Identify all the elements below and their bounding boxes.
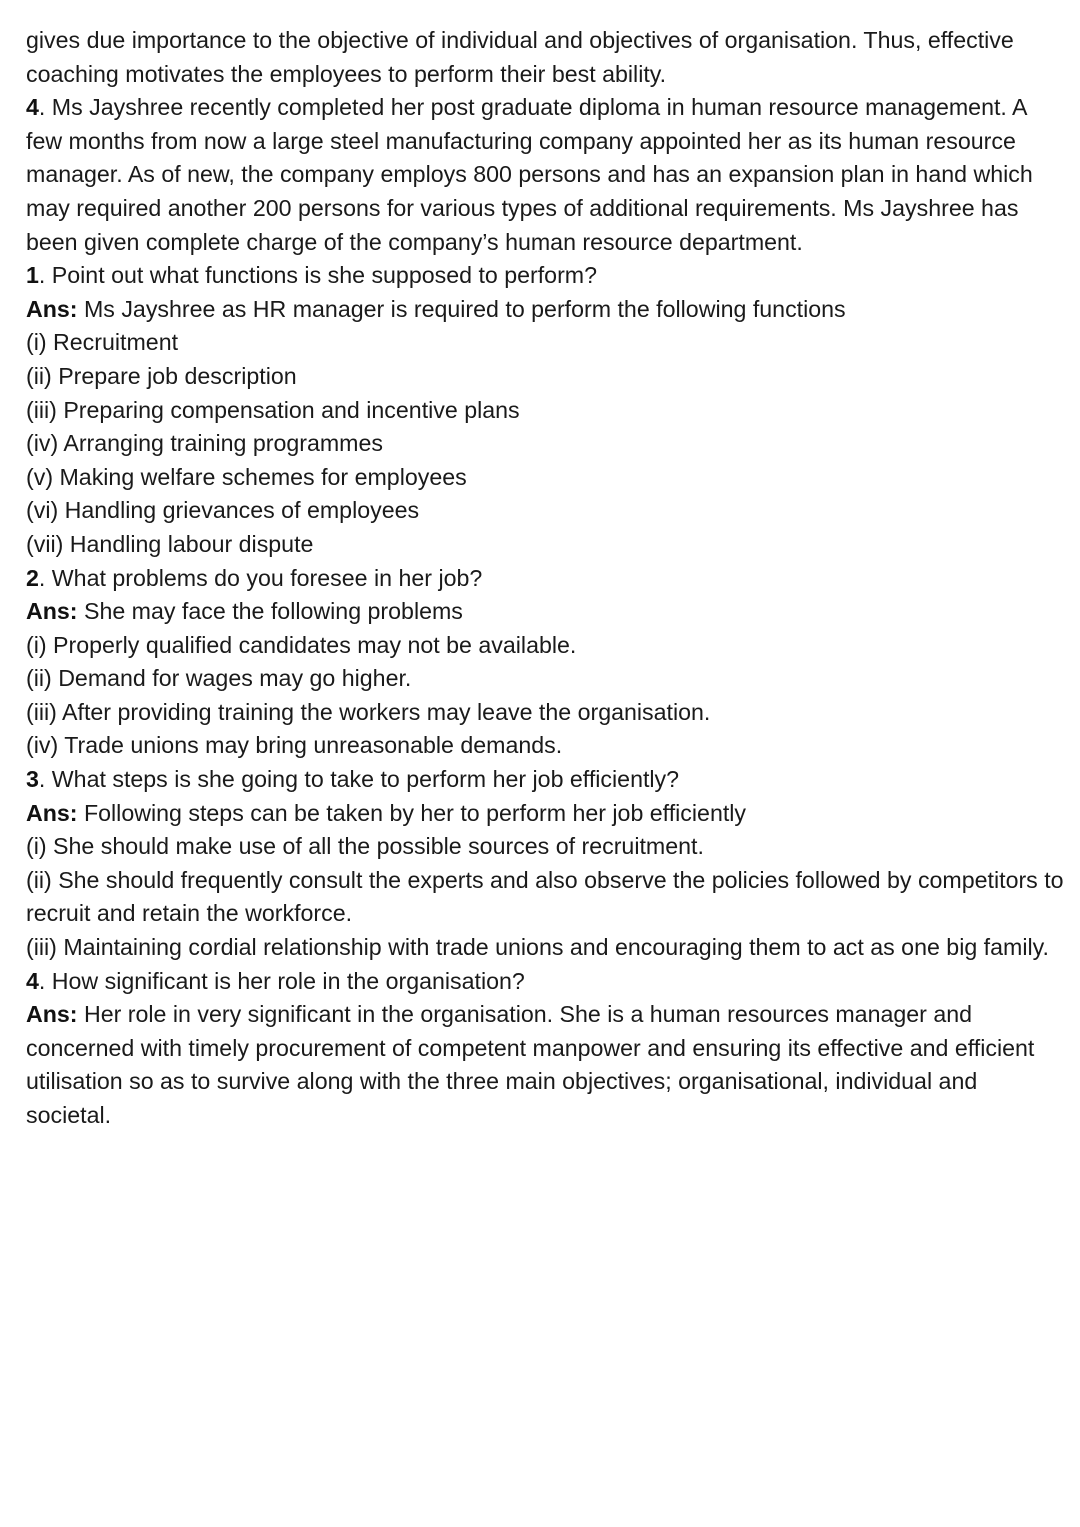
answer-point: (ii) Prepare job description: [26, 362, 297, 389]
answer-point: (iii) Preparing compensation and incentive plans: [26, 396, 520, 423]
answer-point: (ii) Demand for wages may go higher.: [26, 665, 412, 692]
document-page: [26, 24, 1066, 1133]
question-4: [26, 965, 1066, 999]
answer-point: (vi) Handling grievances of employees: [26, 497, 420, 524]
answer-point: (i) Properly qualified candidates may not be available.: [26, 631, 577, 658]
answer-text: Her role in very significant in the organisation. She is a human resources manager and concerned with timely procurement of competent manpower and ensuring its effective and efficient utilisation so as to survive along with the three main objectives; organisational, individual and societal.: [26, 1001, 1035, 1128]
answer-1: [26, 293, 1066, 327]
case-number: 4: [26, 94, 39, 121]
answer-text: She may face the following problems: [77, 598, 463, 625]
question-block-4: [26, 965, 1066, 1133]
intro-paragraph: gives due importance to the objective of individual and objectives of organisation. Thus, effective coaching motivates the employees to perform their best ability.: [26, 27, 1014, 87]
question-block-2: [26, 562, 1066, 764]
question-text: . What steps is she going to take to perform her job efficiently?: [38, 766, 680, 793]
question-block-3: [26, 763, 1066, 965]
answer-point: (i) She should make use of all the possible sources of recruitment.: [26, 833, 704, 860]
question-1: [26, 259, 1066, 293]
ans-label: Ans:: [26, 295, 78, 322]
answer-4: [26, 998, 1066, 1132]
answer-point: (iii) After providing training the workers may leave the organisation.: [26, 698, 711, 725]
question-text: . What problems do you foresee in her job?: [38, 564, 483, 591]
question-2: [26, 562, 1066, 596]
question-3: [26, 763, 1066, 797]
ans-label: Ans:: [26, 598, 78, 625]
answer-point: (v) Making welfare schemes for employees: [26, 463, 467, 490]
answer-point: (iv) Trade unions may bring unreasonable demands.: [26, 732, 563, 759]
answer-2: [26, 595, 1066, 629]
answer-point: (iv) Arranging training programmes: [26, 430, 383, 457]
question-block-1: [26, 259, 1066, 561]
question-number: 4: [26, 967, 39, 994]
answer-text: Following steps can be taken by her to perform her job efficiently: [77, 799, 747, 826]
answer-point: (ii) She should frequently consult the experts and also observe the policies followed by competitors to recruit and retain the workforce.: [26, 866, 1064, 927]
case-paragraph: [26, 91, 1066, 259]
answer-point: (vii) Handling labour dispute: [26, 530, 314, 557]
answer-point: (iii) Maintaining cordial relationship with trade unions and encouraging them to act as one big family.: [26, 934, 1049, 961]
answer-text: Ms Jayshree as HR manager is required to perform the following functions: [77, 295, 846, 322]
case-text: . Ms Jayshree recently completed her post graduate diploma in human resource management. A few months from now a large steel manufacturing company appointed her as its human resource manager. As of new, the company employs 800 persons and has an expansion plan in hand which may required another 200 persons for various types of additional requirements. Ms Jayshree has been given complete charge of the company’s human resource department.: [26, 94, 1033, 255]
ans-label: Ans:: [26, 1001, 78, 1028]
answer-3: [26, 797, 1066, 831]
answer-point: (i) Recruitment: [26, 329, 179, 356]
question-text: . Point out what functions is she supposed to perform?: [38, 262, 598, 289]
question-number: 1: [26, 262, 39, 289]
question-number: 2: [26, 564, 39, 591]
question-text: . How significant is her role in the organisation?: [38, 967, 525, 994]
ans-label: Ans:: [26, 799, 78, 826]
question-number: 3: [26, 766, 39, 793]
